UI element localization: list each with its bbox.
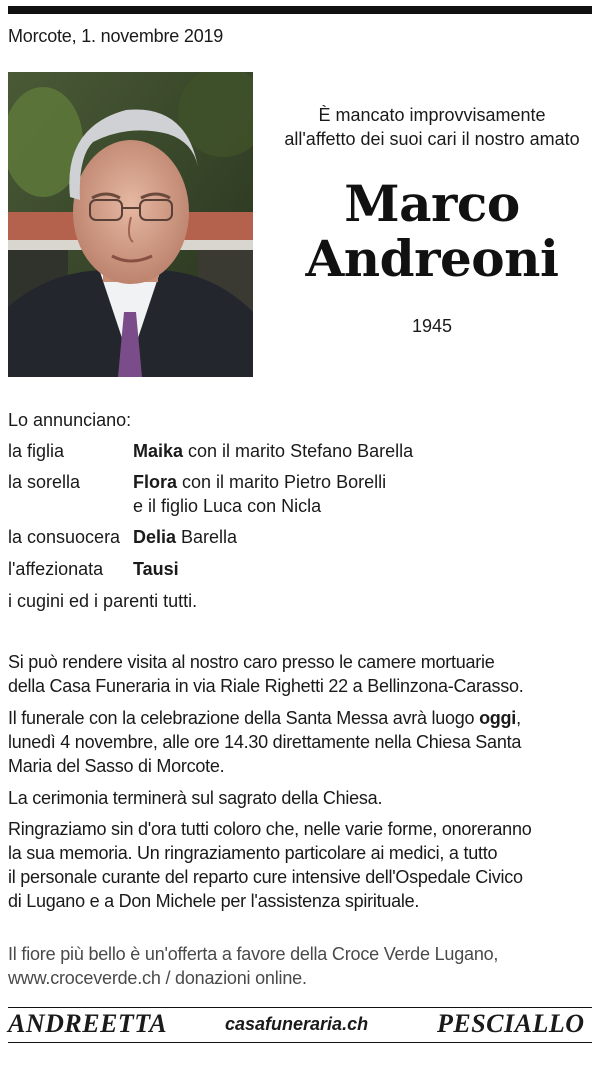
text-line: Si può rendere visita al nostro caro presso le camere mortuarie — [8, 652, 495, 672]
relative-detail-line2: e il figlio Luca con Nicla — [133, 496, 322, 516]
relative-detail: con il marito Pietro Borelli — [177, 472, 387, 492]
text-line: Il fiore più bello è un'offerta a favore della Croce Verde Lugano, — [8, 944, 499, 964]
text-line: di Lugano e a Don Michele per l'assistenza spirituale. — [8, 891, 420, 911]
deceased-name — [262, 176, 600, 286]
footer-funeral-home-left: ANDREETTA — [8, 1009, 168, 1038]
dateline: Morcote, 1. novembre 2019 — [8, 26, 224, 46]
birth-year: 1945 — [411, 316, 453, 336]
intro-line: all'affetto dei suoi cari il nostro amato — [284, 129, 580, 149]
ceremony-paragraph: La cerimonia terminerà sul sagrato della Chiesa. — [8, 788, 383, 808]
cousins-line: i cugini ed i parenti tutti. — [8, 591, 198, 611]
intro-line: È mancato improvvisamente — [318, 105, 546, 125]
relative-detail: Barella — [176, 527, 238, 547]
relative-name: Flora — [133, 472, 178, 492]
relative-name: Tausi — [133, 559, 179, 579]
relation-label: la figlia — [8, 441, 65, 461]
text-line: della Casa Funeraria in via Riale Righetti 22 a Bellinzona-Carasso. — [8, 676, 524, 696]
top-rule — [8, 6, 592, 14]
text-line: Ringraziamo sin d'ora tutti coloro che, nelle varie forme, onoreranno — [8, 819, 532, 839]
text-line: www.croceverde.ch / donazioni online. — [8, 968, 307, 988]
relation-body — [133, 557, 179, 581]
relation-body — [133, 439, 413, 463]
announcers-heading: Lo annunciano: — [8, 410, 132, 430]
visit-paragraph — [8, 650, 598, 698]
footer-website: casafuneraria.ch — [225, 1014, 369, 1034]
relative-name: Delia — [133, 527, 177, 547]
intro-text — [262, 103, 600, 151]
relative-name: Maika — [133, 441, 184, 461]
text-line: lunedì 4 novembre, alle ore 14.30 direttamente nella Chiesa Santa — [8, 732, 522, 752]
funeral-paragraph — [8, 706, 598, 778]
footer-rule-bottom — [8, 1042, 592, 1043]
relation-label: la consuocera — [8, 527, 121, 547]
relation-label: l'affezionata — [8, 559, 104, 579]
relation-body — [133, 470, 386, 518]
footer-rule-top — [8, 1007, 592, 1008]
text-span: Il funerale con la celebrazione della Santa Messa avrà luogo — [8, 708, 480, 728]
first-name: Marco — [344, 174, 520, 233]
emphasis-today: oggi — [479, 708, 517, 728]
portrait-photo — [8, 72, 253, 377]
text-line: la sua memoria. Un ringraziamento particolare ai medici, a tutto — [8, 843, 498, 863]
relative-detail: con il marito Stefano Barella — [183, 441, 414, 461]
relation-label: la sorella — [8, 472, 81, 492]
text-span: , — [516, 708, 521, 728]
donation-paragraph — [8, 942, 598, 990]
thanks-paragraph — [8, 817, 598, 913]
relation-body — [133, 525, 237, 549]
footer-funeral-home-right: PESCIALLO — [437, 1009, 585, 1038]
text-line — [8, 706, 598, 730]
text-line: Maria del Sasso di Morcote. — [8, 756, 225, 776]
last-name: Andreoni — [305, 229, 559, 288]
text-line: il personale curante del reparto cure intensive dell'Ospedale Civico — [8, 867, 523, 887]
